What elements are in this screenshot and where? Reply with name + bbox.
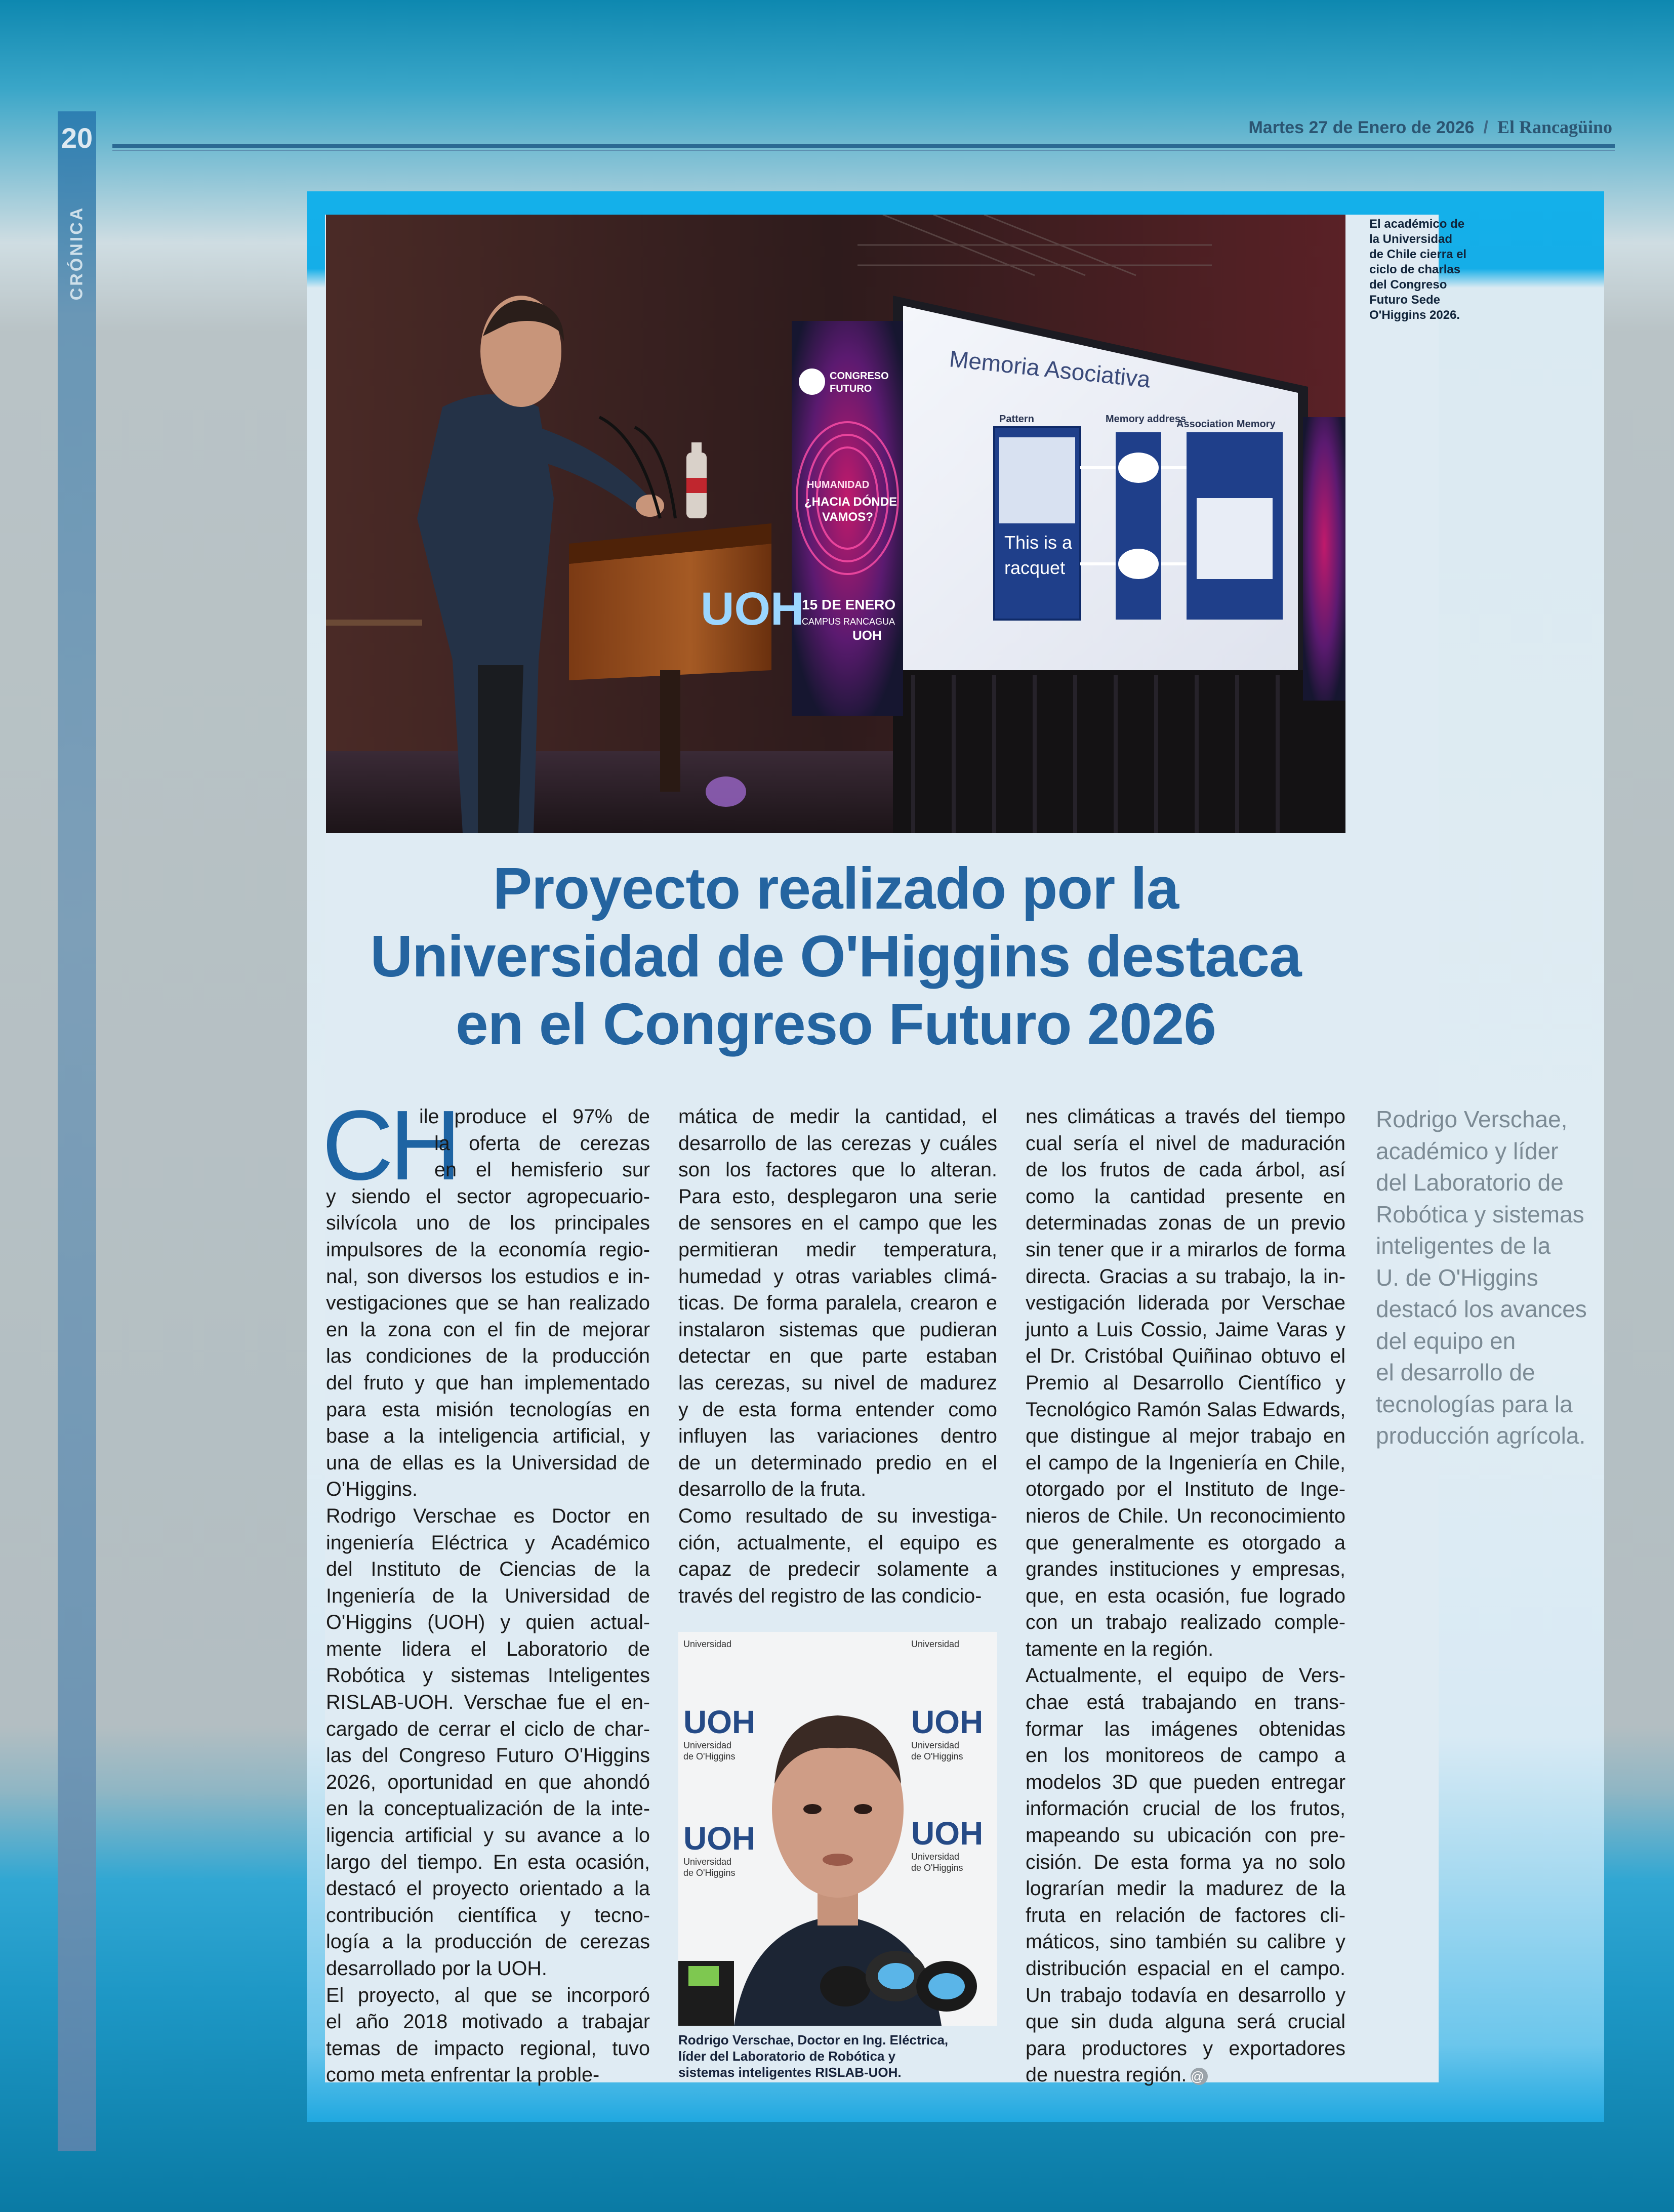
headline-line-3: en el Congreso Futuro 2026 bbox=[456, 991, 1216, 1057]
banner-brand-line-2: FUTURO bbox=[830, 383, 872, 394]
slide-title: Memoria Asociativa bbox=[948, 345, 1152, 393]
body-text-line: O'Higgins. bbox=[326, 1478, 418, 1501]
banner-date-line-2: CAMPUS RANCAGUA bbox=[802, 617, 895, 627]
body-text-line: desarrollo de las cerezas y cuáles bbox=[678, 1132, 997, 1155]
portrait-caption bbox=[678, 2032, 1012, 2080]
backdrop-logo: UOH bbox=[683, 1820, 756, 1857]
body-text-line: instalaron sistemas que pudieran bbox=[678, 1318, 997, 1341]
backdrop-text: Universidad bbox=[683, 1857, 732, 1867]
body-text-line: mente lidera el Laboratorio de bbox=[326, 1637, 650, 1660]
body-text-line bbox=[1026, 2062, 1345, 2088]
body-text-line: directa. Gracias a su trabajo, la in- bbox=[1026, 1265, 1345, 1288]
body-column-2 bbox=[678, 1103, 997, 1609]
backdrop-text: Universidad bbox=[911, 1740, 960, 1750]
pull-quote-line: tecnologías para la bbox=[1376, 1390, 1573, 1417]
banner-date-line-1: 15 DE ENERO bbox=[802, 597, 896, 612]
body-text-line: que generalmente es otorgado a bbox=[1026, 1531, 1345, 1554]
body-text-line: mática de medir la cantidad, el bbox=[678, 1105, 997, 1128]
body-text-line: base a la inteligencia artificial, y bbox=[326, 1425, 650, 1448]
backdrop-text: Universidad bbox=[911, 1639, 960, 1649]
dateline-separator: / bbox=[1483, 118, 1488, 137]
body-text-line: como meta enfrentar la proble- bbox=[326, 2064, 600, 2086]
body-text-line: vestigaciones que se han realizado bbox=[326, 1292, 650, 1315]
photo-caption-line: Futuro Sede bbox=[1369, 293, 1441, 307]
body-text-line: Ingeniería de la Universidad de bbox=[326, 1584, 650, 1607]
body-text-line: que, en esta ocasión, fue logrado bbox=[1026, 1584, 1345, 1607]
photo-caption-line: la Universidad bbox=[1369, 232, 1453, 246]
body-text-line: que sin duda alguna será crucial bbox=[1026, 2011, 1345, 2033]
conference-photo bbox=[326, 215, 1345, 833]
headline-line-1: Proyecto realizado por la bbox=[493, 855, 1179, 921]
body-text-line: nes climáticas a través del tiempo bbox=[1026, 1105, 1345, 1128]
body-text-line: silvícola uno de los principales bbox=[326, 1212, 650, 1235]
body-text-line: mapeando su ubicación con pre- bbox=[1026, 1824, 1345, 1847]
body-text-line: El proyecto, al que se incorporó bbox=[326, 1984, 650, 2006]
body-text-line: tamente en la región. bbox=[1026, 1637, 1214, 1660]
body-text-line: el campo de la Ingeniería en Chile, bbox=[1026, 1451, 1345, 1474]
photo-caption-line: O'Higgins 2026. bbox=[1369, 308, 1460, 322]
header-rule-thin bbox=[112, 150, 1615, 151]
header-rule bbox=[112, 144, 1615, 148]
pull-quote-line: del equipo en bbox=[1376, 1327, 1516, 1354]
body-text-line: la oferta de cerezas bbox=[434, 1132, 650, 1155]
body-text-line: lograrían medir la madurez de la bbox=[1026, 1877, 1345, 1900]
body-text-line: en la conceptualización de la inte- bbox=[326, 1797, 650, 1820]
backdrop-logo: UOH bbox=[683, 1704, 756, 1740]
body-text-line: cual sería el nivel de maduración bbox=[1026, 1132, 1345, 1155]
body-text-line: permitieran medir temperatura, bbox=[678, 1238, 997, 1261]
body-text-line: en el hemisferio sur bbox=[434, 1159, 650, 1181]
body-text-line: del fruto y que han implementado bbox=[326, 1371, 650, 1394]
body-text-line: Un trabajo todavía en desarrollo y bbox=[1026, 1984, 1345, 2006]
portrait-photo-illustration bbox=[678, 1632, 997, 2026]
body-text-line: para productores y exportadores bbox=[1026, 2037, 1345, 2060]
body-text-line: con un trabajo realizado comple- bbox=[1026, 1611, 1345, 1634]
body-text-line: Premio al Desarrollo Científico y bbox=[1026, 1371, 1345, 1394]
body-text-line: que distingue al mejor trabajo en bbox=[1026, 1425, 1345, 1448]
body-text-line: largo del tiempo. En esta ocasión, bbox=[326, 1851, 650, 1873]
pull-quote-line: el desarrollo de bbox=[1376, 1359, 1535, 1385]
body-text-line: 2026, oportunidad en que ahondó bbox=[326, 1771, 650, 1793]
pull-quote-line: destacó los avances bbox=[1376, 1296, 1587, 1322]
newspaper-name: El Rancagüino bbox=[1497, 117, 1612, 137]
body-text-line: el año 2018 motivado a trabajar bbox=[326, 2011, 650, 2033]
issue-date: Martes 27 de Enero de 2026 bbox=[1248, 118, 1475, 137]
body-text-line: temas de impacto regional, tuvo bbox=[326, 2037, 650, 2060]
pull-quote-line: Robótica y sistemas bbox=[1376, 1201, 1584, 1227]
banner-brand-line-1: CONGRESO bbox=[830, 371, 889, 382]
body-text-line: Robótica y sistemas Inteligentes bbox=[326, 1664, 650, 1687]
body-text-line: distribución espacial en el campo. bbox=[1026, 1957, 1345, 1980]
slide-label-memory-address: Memory address bbox=[1106, 414, 1186, 425]
body-text-line: grandes instituciones y empresas, bbox=[1026, 1558, 1345, 1581]
backdrop-logo: UOH bbox=[911, 1815, 984, 1852]
portrait-caption-line: Rodrigo Verschae, Doctor en Ing. Eléctrica, bbox=[678, 2032, 949, 2047]
pull-quote bbox=[1376, 1103, 1588, 1452]
body-text-line: humedad y otras variables climá- bbox=[678, 1265, 997, 1288]
portrait-caption-line: líder del Laboratorio de Robótica y bbox=[678, 2049, 896, 2064]
body-text-line: de los frutos de cada árbol, así bbox=[1026, 1159, 1345, 1181]
body-text-line: vestigación liderada por Verschae bbox=[1026, 1292, 1345, 1315]
body-text-line: determinadas zonas de un previo bbox=[1026, 1212, 1345, 1235]
body-text-line: y de esta forma entender como bbox=[678, 1398, 997, 1421]
body-text-line: impulsores de la economía regio- bbox=[326, 1238, 650, 1261]
body-text-line: el Dr. Cristóbal Quiñinao obtuvo el bbox=[1026, 1345, 1345, 1368]
body-text-line: otorgado por el Instituto de Inge- bbox=[1026, 1478, 1345, 1501]
conference-photo-illustration bbox=[326, 215, 1345, 833]
slide-text-line-2: racquet bbox=[1004, 557, 1066, 578]
body-text-line: como la cantidad presente en bbox=[1026, 1185, 1345, 1208]
pull-quote-line: Rodrigo Verschae, bbox=[1376, 1106, 1568, 1132]
body-text-line: Como resultado de su investiga- bbox=[678, 1504, 997, 1527]
portrait-photo bbox=[678, 1632, 997, 2026]
body-text-line: sin tener que ir a mirarlos de forma bbox=[1026, 1238, 1345, 1261]
body-text-line: Tecnológico Ramón Salas Edwards, bbox=[1026, 1398, 1346, 1421]
body-text-line: través del registro de las condicio- bbox=[678, 1584, 982, 1607]
body-text-line-content: de nuestra región. bbox=[1026, 2064, 1187, 2086]
body-text-line: nal, son diversos los estudios e in- bbox=[326, 1265, 650, 1288]
backdrop-text: Universidad bbox=[683, 1740, 732, 1750]
body-text-line: destacó el proyecto orientado a la bbox=[326, 1877, 650, 1900]
body-text-line: junto a Luis Cossio, Jaime Varas y bbox=[1026, 1318, 1345, 1341]
body-text-line: son los factores que lo alteran. bbox=[678, 1159, 997, 1181]
body-text-line: ción, actualmente, el equipo es bbox=[678, 1531, 997, 1554]
backdrop-text: de O'Higgins bbox=[683, 1868, 736, 1878]
body-column-1 bbox=[326, 1103, 650, 2088]
body-text-line: ligencia artificial y su avance a lo bbox=[326, 1824, 650, 1847]
body-text-line: capaz de predecir solamente a bbox=[678, 1558, 997, 1581]
slide-text-line-1: This is a bbox=[1004, 532, 1073, 553]
body-text-line: para esta misión tecnologías en bbox=[326, 1398, 650, 1421]
body-text-line: desarrollado por la UOH. bbox=[326, 1957, 547, 1980]
photo-caption-line: ciclo de charlas bbox=[1369, 263, 1461, 276]
body-text-line: influyen las variaciones dentro bbox=[678, 1425, 997, 1448]
body-text-line: modelos 3D que pueden entregar bbox=[1026, 1771, 1345, 1793]
body-text-line: de sensores en el campo que les bbox=[678, 1212, 997, 1235]
body-text-line: logía a la producción de cerezas bbox=[326, 1931, 650, 1953]
body-text-line: cargado de cerrar el ciclo de char- bbox=[326, 1717, 650, 1740]
backdrop-text: Universidad bbox=[683, 1639, 732, 1649]
pull-quote-line: inteligentes de la bbox=[1376, 1233, 1551, 1259]
body-text-line: fruta en relación de factores cli- bbox=[1026, 1904, 1345, 1927]
photo-caption-line: de Chile cierra el bbox=[1369, 248, 1467, 261]
body-text-line: formar las imágenes obtenidas bbox=[1026, 1717, 1345, 1740]
body-text-line: ingeniería Eléctrica y Académico bbox=[326, 1531, 650, 1554]
article-headline bbox=[326, 854, 1345, 1058]
body-column-3 bbox=[1026, 1103, 1345, 2088]
banner-question-line-2: ¿HACIA DÓNDE bbox=[804, 495, 897, 509]
portrait-caption-line: sistemas inteligentes RISLAB-UOH. bbox=[678, 2065, 902, 2080]
body-text-line: detectar en que parte estaban bbox=[678, 1345, 997, 1368]
pull-quote-line: del Laboratorio de bbox=[1376, 1169, 1564, 1196]
body-text-line: ticas. De forma paralela, crearon e bbox=[678, 1292, 997, 1315]
drop-cap: CH bbox=[322, 1090, 458, 1201]
body-text-line: máticos, sino también su calibre y bbox=[1026, 1931, 1345, 1953]
body-text-line: del Instituto de Ciencias de la bbox=[326, 1558, 650, 1581]
pull-quote-line: académico y líder bbox=[1376, 1137, 1559, 1164]
banner-question-line-3: VAMOS? bbox=[822, 510, 873, 524]
page-number: 20 bbox=[61, 122, 93, 154]
body-text-line: las condiciones de la producción bbox=[326, 1345, 650, 1368]
body-text-line: en los monitoreos de campo a bbox=[1026, 1744, 1345, 1767]
body-text-line: una de ellas es la Universidad de bbox=[326, 1451, 650, 1474]
slide-label-pattern: Pattern bbox=[999, 414, 1034, 425]
body-text-line: Para esto, desplegaron una serie bbox=[678, 1185, 997, 1208]
section-sidebar-strip bbox=[58, 111, 96, 2151]
photo-caption-line: El académico de bbox=[1369, 217, 1465, 231]
backdrop-text: de O'Higgins bbox=[911, 1863, 963, 1873]
headline-line-2: Universidad de O'Higgins destaca bbox=[370, 923, 1301, 989]
banner-date-line-3: UOH bbox=[852, 628, 882, 643]
banner-question-line-1: HUMANIDAD bbox=[807, 479, 870, 490]
body-text-line: RISLAB-UOH. Verschae fue el en- bbox=[326, 1691, 650, 1714]
photo-caption bbox=[1369, 217, 1486, 323]
backdrop-text: Universidad bbox=[911, 1852, 960, 1862]
section-label: CRÓNICA bbox=[67, 206, 87, 301]
backdrop-logo: UOH bbox=[911, 1704, 984, 1740]
podium-logo: UOH bbox=[701, 583, 804, 635]
pull-quote-line: producción agrícola. bbox=[1376, 1422, 1586, 1449]
photo-caption-line: del Congreso bbox=[1369, 278, 1447, 292]
body-text-line: desarrollo de la fruta. bbox=[678, 1478, 867, 1501]
body-text-line: Actualmente, el equipo de Vers- bbox=[1026, 1664, 1345, 1687]
body-text-line: O'Higgins (UOH) y quien actual- bbox=[326, 1611, 650, 1634]
backdrop-text: de O'Higgins bbox=[911, 1751, 963, 1762]
body-text-line: las cerezas, su nivel de madurez bbox=[678, 1371, 997, 1394]
body-text-line: y siendo el sector agropecuario- bbox=[326, 1185, 650, 1208]
end-of-article-icon: @ bbox=[1191, 2068, 1208, 2085]
body-text-line: contribución científica y tecno- bbox=[326, 1904, 650, 1927]
body-text-line: información crucial de los frutos, bbox=[1026, 1797, 1345, 1820]
body-text-line: Rodrigo Verschae es Doctor en bbox=[326, 1504, 650, 1527]
body-text-line: de un determinado predio en el bbox=[678, 1451, 997, 1474]
body-text-line: en la zona con el fin de mejorar bbox=[326, 1318, 650, 1341]
body-text-line: chae está trabajando en trans- bbox=[1026, 1691, 1345, 1714]
header-dateline bbox=[1248, 116, 1612, 138]
pull-quote-line: U. de O'Higgins bbox=[1376, 1264, 1538, 1291]
body-text-line: ile produce el 97% de bbox=[419, 1105, 650, 1128]
body-text-line: cisión. De esta forma ya no solo bbox=[1026, 1851, 1345, 1873]
slide-label-association-memory: Association Memory bbox=[1176, 419, 1276, 430]
body-text-line: las del Congreso Futuro O'Higgins bbox=[326, 1744, 650, 1767]
backdrop-text: de O'Higgins bbox=[683, 1751, 736, 1762]
body-text-line: nieros de Chile. Un reconocimiento bbox=[1026, 1504, 1345, 1527]
